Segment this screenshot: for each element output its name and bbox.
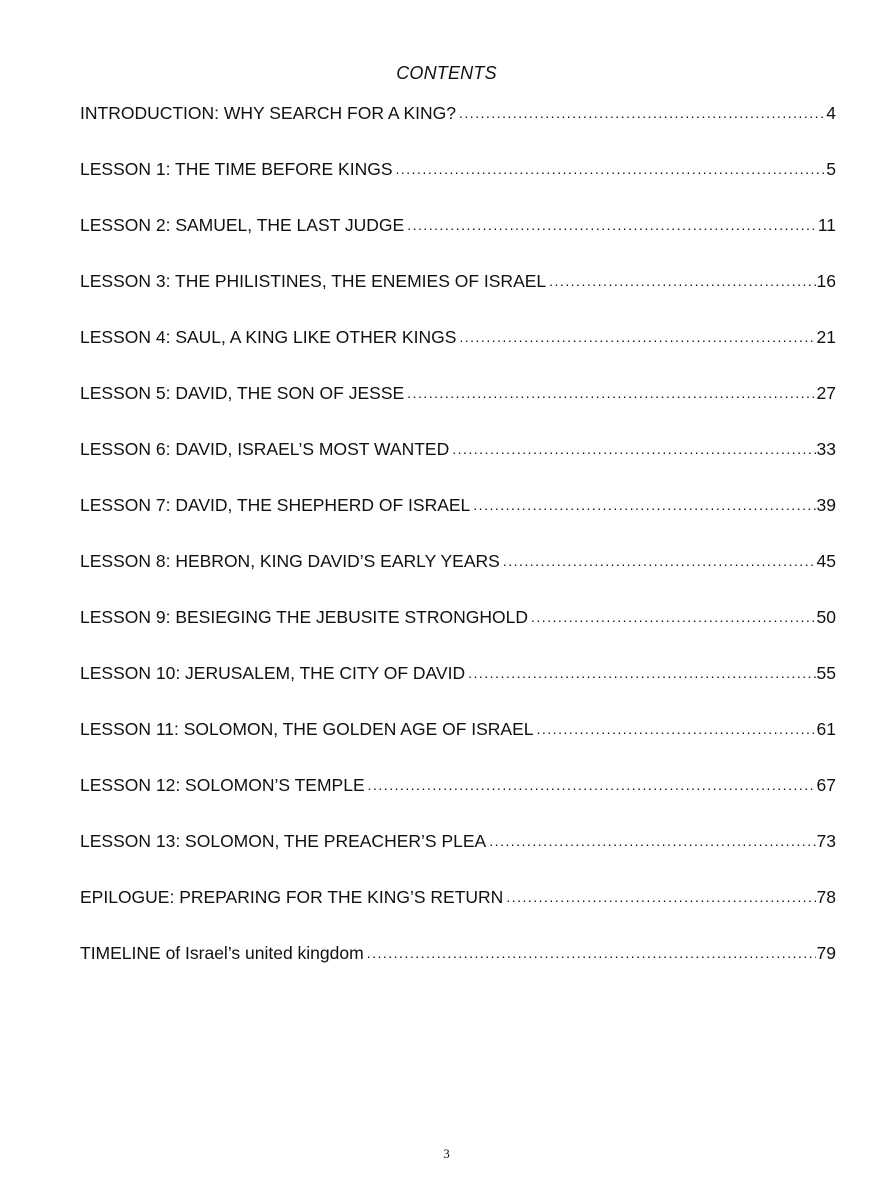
dot-leader (407, 212, 817, 237)
toc-entry-label: LESSON 11: SOLOMON, THE GOLDEN AGE OF ISRAEL (80, 719, 534, 739)
toc-entry-page: 16 (816, 271, 836, 291)
dot-leader (549, 268, 815, 293)
toc-entry-page: 79 (816, 943, 836, 963)
dot-leader (368, 772, 816, 797)
dot-leader (407, 380, 815, 405)
toc-entry-introduction[interactable] (80, 101, 836, 157)
toc-entry-page: 45 (816, 551, 836, 571)
toc-entry-label: INTRODUCTION: WHY SEARCH FOR A KING? (80, 103, 456, 123)
table-of-contents (80, 101, 836, 997)
toc-entry-label: LESSON 8: HEBRON, KING DAVID’S EARLY YEARS (80, 551, 500, 571)
toc-entry-lesson-13[interactable] (80, 829, 836, 885)
toc-entry-label: LESSON 13: SOLOMON, THE PREACHER’S PLEA (80, 831, 487, 851)
toc-entry-label: LESSON 3: THE PHILISTINES, THE ENEMIES OF ISRAEL (80, 271, 547, 291)
toc-entry-page: 50 (816, 607, 836, 627)
toc-entry-label: LESSON 6: DAVID, ISRAEL’S MOST WANTED (80, 439, 450, 459)
toc-entry-epilogue[interactable] (80, 885, 836, 941)
dot-leader (537, 716, 816, 741)
dot-leader (459, 324, 815, 349)
toc-entry-page: 33 (816, 439, 836, 459)
contents-title: CONTENTS (396, 63, 497, 83)
dot-leader (459, 100, 825, 125)
toc-entry-label: LESSON 5: DAVID, THE SON OF JESSE (80, 383, 405, 403)
dot-leader (506, 884, 815, 909)
dot-leader (489, 828, 815, 853)
toc-entry-page: 78 (816, 887, 836, 907)
toc-entry-lesson-6[interactable] (80, 437, 836, 493)
toc-entry-label: TIMELINE of Israel’s united kingdom (80, 943, 364, 963)
toc-entry-page: 67 (816, 775, 836, 795)
toc-entry-label: LESSON 4: SAUL, A KING LIKE OTHER KINGS (80, 327, 457, 347)
toc-entry-page: 73 (816, 831, 836, 851)
toc-entry-label: LESSON 1: THE TIME BEFORE KINGS (80, 159, 393, 179)
toc-entry-label: LESSON 7: DAVID, THE SHEPHERD OF ISRAEL (80, 495, 471, 515)
toc-entry-lesson-7[interactable] (80, 493, 836, 549)
toc-entry-label: LESSON 12: SOLOMON’S TEMPLE (80, 775, 365, 795)
toc-entry-lesson-10[interactable] (80, 661, 836, 717)
toc-entry-page: 55 (816, 663, 836, 683)
dot-leader (531, 604, 816, 629)
dot-leader (468, 660, 815, 685)
toc-entry-label: EPILOGUE: PREPARING FOR THE KING’S RETURN (80, 887, 504, 907)
toc-entry-lesson-5[interactable] (80, 381, 836, 437)
toc-entry-lesson-1[interactable] (80, 157, 836, 213)
toc-entry-label: LESSON 2: SAMUEL, THE LAST JUDGE (80, 215, 405, 235)
toc-entry-lesson-9[interactable] (80, 605, 836, 661)
toc-entry-page: 39 (816, 495, 836, 515)
toc-entry-lesson-8[interactable] (80, 549, 836, 605)
toc-entry-label: LESSON 10: JERUSALEM, THE CITY OF DAVID (80, 663, 466, 683)
dot-leader (452, 436, 815, 461)
toc-entry-page: 4 (826, 103, 836, 123)
page-number: 3 (443, 1146, 450, 1161)
toc-entry-lesson-4[interactable] (80, 325, 836, 381)
toc-entry-page: 5 (826, 159, 836, 179)
toc-entry-page: 61 (816, 719, 836, 739)
dot-leader (367, 940, 816, 965)
toc-entry-page: 21 (816, 327, 836, 347)
dot-leader (396, 156, 826, 181)
dot-leader (473, 492, 815, 517)
toc-entry-lesson-11[interactable] (80, 717, 836, 773)
toc-entry-lesson-12[interactable] (80, 773, 836, 829)
toc-entry-lesson-2[interactable] (80, 213, 836, 269)
dot-leader (503, 548, 816, 573)
toc-entry-label: LESSON 9: BESIEGING THE JEBUSITE STRONGHOLD (80, 607, 528, 627)
toc-entry-timeline[interactable] (80, 941, 836, 997)
toc-entry-lesson-3[interactable] (80, 269, 836, 325)
toc-entry-page: 27 (816, 383, 836, 403)
toc-entry-page: 11 (817, 215, 836, 235)
